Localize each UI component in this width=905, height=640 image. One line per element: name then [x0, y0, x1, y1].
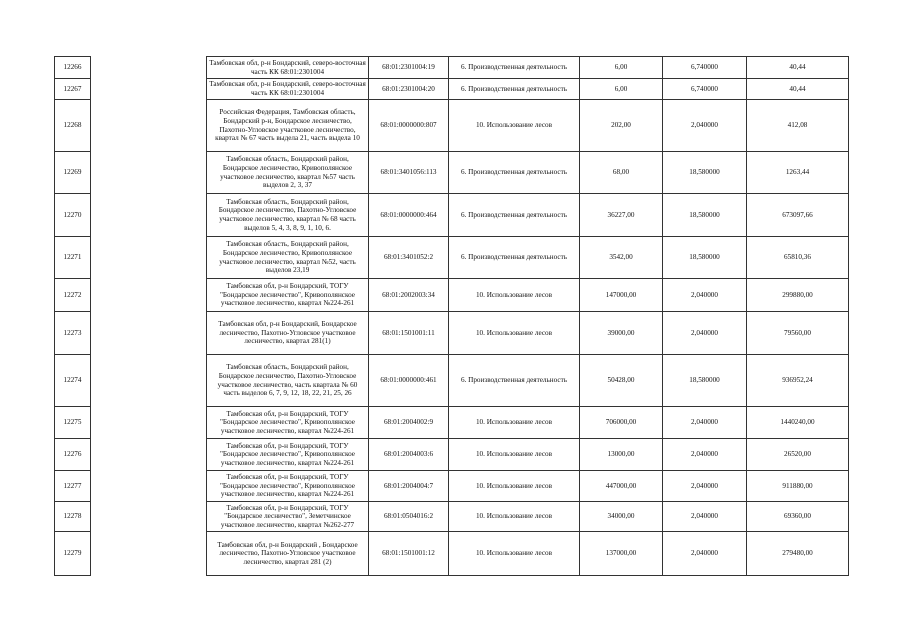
row-id: 12274 — [55, 355, 91, 407]
amount-cell: 69360,00 — [747, 502, 849, 532]
blank-column — [91, 471, 207, 502]
address-cell: Тамбовская обл, р-н Бондарский, ТОГУ "Бондарское лесничество", Кривополянское участковое лесничество, квартал №224-261 — [207, 407, 369, 439]
table-row — [55, 502, 849, 532]
category-cell: 6. Производственная деятельность — [449, 355, 580, 407]
cadastral-number: 68:01:0504016:2 — [369, 502, 449, 532]
blank-column — [91, 407, 207, 439]
area-cell: 447000,00 — [580, 471, 663, 502]
row-id: 12269 — [55, 152, 91, 194]
table-row — [55, 312, 849, 355]
blank-column — [91, 439, 207, 471]
row-id: 12271 — [55, 237, 91, 279]
blank-column — [91, 355, 207, 407]
category-cell: 10. Использование лесов — [449, 100, 580, 152]
blank-column — [91, 79, 207, 100]
rate-cell: 2,040000 — [663, 279, 747, 312]
rate-cell: 18,580000 — [663, 355, 747, 407]
amount-cell: 40,44 — [747, 57, 849, 79]
amount-cell: 26520,00 — [747, 439, 849, 471]
category-cell: 6. Производственная деятельность — [449, 79, 580, 100]
table-row — [55, 100, 849, 152]
row-id: 12268 — [55, 100, 91, 152]
table-row — [55, 471, 849, 502]
cadastral-number: 68:01:3401052:2 — [369, 237, 449, 279]
address-cell: Тамбовская область, Бондарский район, Бондарское лесничество, Кривополянское участковое лесничество, квартал №52, часть выделов 23,19 — [207, 237, 369, 279]
rate-cell: 2,040000 — [663, 312, 747, 355]
row-id: 12266 — [55, 57, 91, 79]
rate-cell: 6,740000 — [663, 79, 747, 100]
amount-cell: 279480,00 — [747, 532, 849, 576]
category-cell: 10. Использование лесов — [449, 279, 580, 312]
area-cell: 147000,00 — [580, 279, 663, 312]
amount-cell: 911880,00 — [747, 471, 849, 502]
table-body — [55, 57, 849, 576]
blank-column — [91, 152, 207, 194]
blank-column — [91, 502, 207, 532]
category-cell: 10. Использование лесов — [449, 439, 580, 471]
cadastral-number: 68:01:2004003:6 — [369, 439, 449, 471]
table-row — [55, 194, 849, 237]
amount-cell: 65810,36 — [747, 237, 849, 279]
blank-column — [91, 194, 207, 237]
rate-cell: 2,040000 — [663, 471, 747, 502]
category-cell: 10. Использование лесов — [449, 407, 580, 439]
address-cell: Российская Федерация, Тамбовская область, Бондарский р-н, Бондарское лесничество, Пахотно-Угловское участковое лесничество, квартал № 67 часть выдела 21, часть выдела 10 — [207, 100, 369, 152]
address-cell: Тамбовская обл, р-н Бондарский, ТОГУ "Бондарское лесничество", Кривополянское участковое лесничество, квартал №224-261 — [207, 439, 369, 471]
address-cell: Тамбовская обл, р-н Бондарский, северо-восточная часть КК 68:01:2301004 — [207, 57, 369, 79]
cadastral-number: 68:01:2301004:19 — [369, 57, 449, 79]
table-row — [55, 79, 849, 100]
row-id: 12277 — [55, 471, 91, 502]
cadastral-number: 68:01:0000000:464 — [369, 194, 449, 237]
area-cell: 137000,00 — [580, 532, 663, 576]
amount-cell: 1263,44 — [747, 152, 849, 194]
table-row — [55, 152, 849, 194]
area-cell: 6,00 — [580, 57, 663, 79]
address-cell: Тамбовская обл, р-н Бондарский, северо-восточная часть КК 68:01:2301004 — [207, 79, 369, 100]
category-cell: 6. Производственная деятельность — [449, 152, 580, 194]
cadastral-number: 68:01:0000000:807 — [369, 100, 449, 152]
cadastral-number: 68:01:3401056:113 — [369, 152, 449, 194]
row-id: 12270 — [55, 194, 91, 237]
row-id: 12276 — [55, 439, 91, 471]
table-row — [55, 439, 849, 471]
address-cell: Тамбовская обл, р-н Бондарский, Бондарское лесничество, Пахотно-Угловское участковое лесничество, квартал 281(1) — [207, 312, 369, 355]
area-cell: 50428,00 — [580, 355, 663, 407]
row-id: 12275 — [55, 407, 91, 439]
amount-cell: 673097,66 — [747, 194, 849, 237]
table-row — [55, 532, 849, 576]
cadastral-number: 68:01:0000000:461 — [369, 355, 449, 407]
area-cell: 34000,00 — [580, 502, 663, 532]
rate-cell: 18,580000 — [663, 152, 747, 194]
table-row — [55, 355, 849, 407]
address-cell: Тамбовская область, Бондарский район, Бондарское лесничество, Кривополянское участковое лесничество, квартал №57 часть выделов 2, 3, 37 — [207, 152, 369, 194]
area-cell: 13000,00 — [580, 439, 663, 471]
data-table — [54, 56, 849, 576]
cadastral-number: 68:01:2004004:7 — [369, 471, 449, 502]
rate-cell: 18,580000 — [663, 237, 747, 279]
cadastral-number: 68:01:2301004:20 — [369, 79, 449, 100]
rate-cell: 2,040000 — [663, 532, 747, 576]
area-cell: 3542,00 — [580, 237, 663, 279]
cadastral-number: 68:01:2002003:34 — [369, 279, 449, 312]
blank-column — [91, 279, 207, 312]
rate-cell: 2,040000 — [663, 439, 747, 471]
category-cell: 6. Производственная деятельность — [449, 237, 580, 279]
blank-column — [91, 237, 207, 279]
row-id: 12279 — [55, 532, 91, 576]
amount-cell: 40,44 — [747, 79, 849, 100]
area-cell: 202,00 — [580, 100, 663, 152]
area-cell: 39000,00 — [580, 312, 663, 355]
amount-cell: 1440240,00 — [747, 407, 849, 439]
row-id: 12272 — [55, 279, 91, 312]
row-id: 12273 — [55, 312, 91, 355]
amount-cell: 936952,24 — [747, 355, 849, 407]
table-row — [55, 407, 849, 439]
area-cell: 706000,00 — [580, 407, 663, 439]
category-cell: 10. Использование лесов — [449, 312, 580, 355]
amount-cell: 79560,00 — [747, 312, 849, 355]
rate-cell: 18,580000 — [663, 194, 747, 237]
amount-cell: 412,08 — [747, 100, 849, 152]
category-cell: 10. Использование лесов — [449, 502, 580, 532]
area-cell: 6,00 — [580, 79, 663, 100]
blank-column — [91, 57, 207, 79]
category-cell: 6. Производственная деятельность — [449, 194, 580, 237]
address-cell: Тамбовская обл, р-н Бондарский, ТОГУ "Бондарское лесничество", Кривополянское участковое лесничество, квартал №224-261 — [207, 279, 369, 312]
area-cell: 68,00 — [580, 152, 663, 194]
cadastral-number: 68:01:2004002:9 — [369, 407, 449, 439]
category-cell: 10. Использование лесов — [449, 532, 580, 576]
rate-cell: 2,040000 — [663, 502, 747, 532]
cadastral-number: 68:01:1501001:11 — [369, 312, 449, 355]
rate-cell: 2,040000 — [663, 100, 747, 152]
cadastral-number: 68:01:1501001:12 — [369, 532, 449, 576]
table-row — [55, 237, 849, 279]
address-cell: Тамбовская область, Бондарский район, Бондарское лесничество, Пахотно-Угловское участковое лесничество, квартал № 68 часть выделов 5, 4, 3, 8, 9, 1, 10, 6. — [207, 194, 369, 237]
table-row — [55, 57, 849, 79]
blank-column — [91, 100, 207, 152]
blank-column — [91, 532, 207, 576]
category-cell: 6. Производственная деятельность — [449, 57, 580, 79]
amount-cell: 299880,00 — [747, 279, 849, 312]
row-id: 12278 — [55, 502, 91, 532]
address-cell: Тамбовская обл, р-н Бондарский , Бондарское лесничество, Пахотно-Угловское участковое лесничество, квартал 281 (2) — [207, 532, 369, 576]
blank-column — [91, 312, 207, 355]
table-row — [55, 279, 849, 312]
category-cell: 10. Использование лесов — [449, 471, 580, 502]
area-cell: 36227,00 — [580, 194, 663, 237]
address-cell: Тамбовская обл, р-н Бондарский, ТОГУ "Бондарское лесничество", Кривополянское участковое лесничество, квартал №224-261 — [207, 471, 369, 502]
row-id: 12267 — [55, 79, 91, 100]
address-cell: Тамбовская область, Бондарский район, Бондарское лесничество, Пахотно-Угловское участковое лесничество, часть квартала № 60 часть выделов 6, 7, 9, 12, 18, 22, 21, 25, 26 — [207, 355, 369, 407]
address-cell: Тамбовская обл, р-н Бондарский, ТОГУ "Бондарское лесничество", Земетчинское участковое лесничество, квартал №262-277 — [207, 502, 369, 532]
rate-cell: 2,040000 — [663, 407, 747, 439]
rate-cell: 6,740000 — [663, 57, 747, 79]
